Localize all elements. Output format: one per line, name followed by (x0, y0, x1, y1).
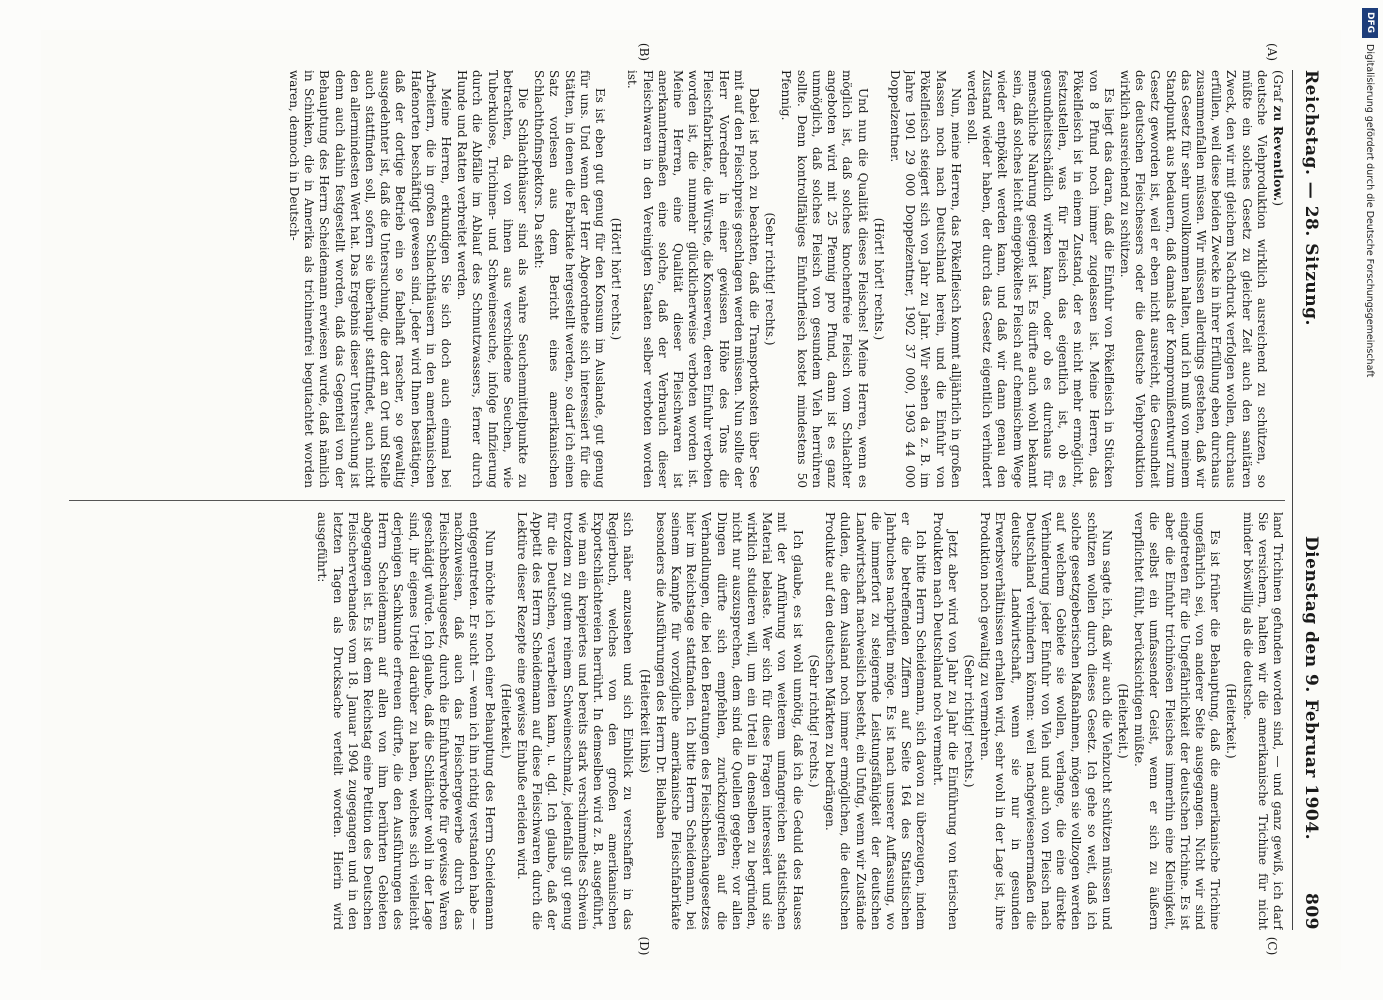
dfg-credit-strip (1361, 8, 1379, 988)
paragraph: Es ist früher die Behauptung, daß die amerikanische Trichine ungefährlich sei, von anderer Seite ausgegangen. Nicht wir sind eingetreten für die Ungefährlichkeit der deutschen Trichine. Es ist aber die Einfuhr trichinösen Fleisches immerhin eine Kleinigkeit, die selbst ein umfassender Geist, wenn er sich zu äußern verpflichtet fühlt, berücksichtigen müßte. (1132, 512, 1223, 930)
page-number: 809 (1301, 893, 1321, 930)
paragraph: sich näher anzusehen und sich Einblick zu verschaffen in das Regierbuch, welches von den großen amerikanischen Exportschlächtereien herrührt. In demselben wird z. B. ausgeführt, wie man ein krepiertes und bereits stark verschimmeltes Schwein trotzdem zu gutem reinem Schweineschmalz, jedenfalls gut genug für die Deutschen, verarbeiten kann, u. dgl. Ich glaube, daß der Appetit des Herrn Scheidemann auf diese Fleischwaren durch die Lektüre dieser Rezepte eine gewisse Einbuße erleiden wird. (515, 512, 636, 930)
speaker-line (1270, 70, 1285, 488)
margin-marker-c: (C) (1265, 936, 1279, 956)
paragraph: Nun sagte ich, daß wir auch die Viehzucht schützen müssen und schützen wollen durch dieses Gesetz. Ich gehe so weit, daß ich solche gesetzgeberischen Maßnahmen, mögen sie vollzogen werden auf welchem Gebiete sie wollen, verlange, die eine direkte Verhinderung jeder Einfuhr von Vieh und auch von Fleisch nach Deutschland verhindern können: weil nachgewiesenermaßen die deutsche Landwirtschaft, wenn sie nur in gesunden Erwerbsverhältnissen erhalten wird, sehr wohl in der Lage ist, ihre Produktion noch gewaltig zu vermehren. (978, 512, 1114, 930)
paragraph: Es ist eben gut genug für den Konsum im Auslande, gut genug für uns. Und wenn der Herr Abgeordnete sich interessiert für die Stätten, in denen die Fabrikate hergestellt werden, so darf ich einen Satz vorlesen aus dem Bericht eines amerikanischen Schlachthofinspektors. Da steht: (532, 70, 608, 488)
paragraph: Es liegt das daran, daß die Einfuhr von Pökelfleisch in Stücken von 8 Pfund noch immer zugelassen ist. Meine Herren, das Pökelfleisch ist in einem Zustand, der es nicht mehr ermöglicht, festzustellen, was für Fleisch das eigentlich ist, ob es gesundheitsschädlich wirken kann, oder ob es durchaus für menschliche Nahrung geeignet ist. Es dürfte auch wohl bekannt sein, daß solches leicht eingepökeltes Fleisch auf chemischem Wege wieder entpökelt werden kann, und daß wir dann genau den Zustand wieder haben, der durch das Gesetz eigentlich verhindert werden soll. (964, 70, 1116, 488)
paragraph: Ich glaube, es ist wohl unnötig, daß ich die Geduld des Hauses mit der Anführung von weiterem umfangreichen statistischen Material belaste. Wer sich für diese Fragen interessiert und sie wirklich studieren will, um ein Urteil in denselben zu begründen, nicht nur auszusprechen, dem sind die Quellen gegeben; vor allen Dingen dürfte sich empfehlen, zurückzugreifen auf die Verhandlungen, die bei den Beratungen des Fleischbeschaugesetzes hier im Reichstage stattfanden. Ich bitte Herrn Scheidemann, bei seinem Kampfe für vorzügliche amerikanische Fleischfabrikate besonders die Ausführungen des Herrn Dr. Bielhaben (653, 512, 805, 930)
digitization-credit: Digitalisierung gefördert durch die Deutsche Forschungsgemeinschaft (1364, 44, 1375, 378)
paragraph: Nun möchte ich noch einer Behauptung des Herrn Scheidemann entgegentreten. Er sucht — wenn ich ihn richtig verstanden habe — nachzuweisen, daß auch das Fleischergewerbe durch das Fleischbeschaugesetz, durch die Einfuhrverbote für gewisse Waren geschädigt würde. Ich glaube, daß die Schlächter wohl in der Lage sind, ihr eigenes Urteil darüber zu haben, welches sich vielleicht derjenigen Sachkunde erfreuen dürfte, die den Ausführungen des Herrn Scheidemann auf allen von ihm berührten Gebieten abgegangen ist. Es ist dem Reichstag eine Petition des Deutschen Fleischerverbandes vom 18. Januar 1904 zugegangen und in den letzten Tagen als Drucksache verteilt worden. Hierin wird ausgeführt: (315, 512, 497, 930)
header-rule (1292, 70, 1293, 930)
header-session: Reichstag. — 28. Sitzung. (1301, 70, 1321, 326)
speaker-prefix: (Graf (1271, 70, 1285, 102)
interjection: (Heiterkeit.) (498, 683, 513, 759)
paragraph: Und nun die Qualität dieses Fleisches! Meine Herren, wenn es möglich ist, daß solches knochenfreie Fleisch vom Schlachter angeboten wird mit 25 Pfennig pro Pfund, dann ist es ganz unmöglich, daß solches Fleisch von gesundem Vieh herrühren sollte. Denn kontrollfähiges Einfuhrfleisch kostet mindestens 50 Pfennig. (779, 70, 870, 488)
left-column (69, 70, 1285, 488)
paragraph: Dabei ist noch zu beachten, daß die Transportkosten über See mit auf den Fleischpreis geschlagen werden müssen. Nun sollte der Herr Vorredner in einer gewissen Höhe des Tons die Fleischfabrikate, die Würste, die Konserven, deren Einfuhr verboten worden ist, die nunmehr glücklicherweise verboten worden ist. Meine Herren, eine Qualität dieser Fleischwaren ist anerkanntermaßen eine solche, daß der Verbrauch dieser Fleischwaren in den Vereinigten Staaten selber verboten worden ist. (625, 70, 762, 488)
right-column (69, 512, 1285, 930)
quotation: Die Schlachthäuser sind als wahre Seuchenmittelpunkte zu betrachten, da von ihnen aus verschiedene Seuchen, wie Tuberkulose, Trichinen- und Schweineseuche, infolge Infizierung durch die Abfälle im Ablauf des Schmutzwassers, ferner durch Hunde und Ratten verbreitet werden. (455, 70, 531, 488)
margin-marker-b: (B) (637, 42, 651, 62)
dfg-logo: DFG (1362, 8, 1378, 38)
page-header (1297, 70, 1325, 930)
paragraph: Nun, meine Herren, das Pökelfleisch kommt alljährlich in großen Massen noch nach Deutschland herein, und die Einfuhr von Pökelfleisch steigert sich von Jahr zu Jahr. Wir sehen da z. B. im Jahre 1901 29 000 Doppelzentner, 1902 37 000, 1903 44 000 Doppelzentner. (887, 70, 963, 488)
paragraph: Jetzt aber wird von Jahr zu Jahr die Einführung von tierischen Produkten nach Deutschland noch vermehrt. (930, 512, 960, 930)
speaker-suffix: ) (1271, 201, 1285, 207)
interjection: (Sehr richtig! rechts.) (961, 654, 976, 788)
interjection: (Heiterkeit.) (1224, 683, 1239, 759)
interjection: (Heiterkeit links) (637, 668, 652, 774)
paragraph: Meine Herren, erkundigen Sie sich doch auch einmal bei Arbeitern, die in großen Schlachthäusern in den amerikanischen Hafenorten beschäftigt gewesen sind. Jeder wird Ihnen bestätigen, daß der dortige Betrieb ein so fabelhaft rascher, so gewaltig ausgedehnter ist, daß die Untersuchung, die dort an Ort und Stelle auch stattfinden soll, sofern sie überhaupt stattfindet, auch nicht den allermindesten Wert hat. Das Ergebnis dieser Untersuchung ist denn auch dahin festgestellt worden, daß das Gegenteil von der Behauptung des Herrn Scheidemann erwiesen wurde, daß nämlich in Schinken, die in Amerika als trichinenfrei begutachtet worden waren, dennoch in Deutsch- (287, 70, 454, 488)
rotated-document-page (41, 30, 1341, 970)
interjection: (Heiterkeit.) (1115, 683, 1130, 759)
paragraph: land Trichinen gefunden worden sind, — und ganz gewiß, ich darf Sie versichern, halten wir die amerikanische Trichine für nicht minder böswillig als die deutsche. (1240, 512, 1285, 930)
interjection: (Sehr richtig! rechts.) (763, 212, 778, 346)
paragraph: Ich bitte Herrn Scheidemann, sich davon zu überzeugen, indem er die betreffenden Ziffern auf Seite 164 des Statistischen Jahrbuches nachprüfen möge. Es ist nach unserer Auffassung, wo die immerfort zu steigernde Leistungsfähigkeit der deutschen Landwirtschaft nachweislich besteht, ein Unfug, wenn wir Zustände dulden, die dem Ausland noch immer ermöglichen, die deutschen Produkte auf den deutschen Märkten zu bedrängen. (823, 512, 929, 930)
header-date: Dienstag den 9. Februar 1904. (1301, 535, 1321, 840)
paragraph: deutsche Viehproduktion wirklich ausreichend zu schützen, so müßte ein solches Gesetz zu gleicher Zeit auch den sanitären Zweck, den wir mit gleichem Nachdruck verfolgen wollen, durchaus erfüllen, weil diese beiden Zwecke in ihrer Erfüllung eben durchaus zusammenfallen müssen. Wir müssen allerdings gestehen, daß wir das Gesetz für sehr unvollkommen halten, und ich muß von meinem Standpunkt aus bedauern, daß damals der Kompromißentwurf zum Gesetz geworden ist, weil er eben nicht ausreicht, die Gesundheit des deutschen Fleischessers oder die deutsche Viehproduktion wirklich ausreichend zu schützen. (1117, 70, 1269, 488)
column-divider (69, 500, 1285, 501)
interjection: (Sehr richtig! rechts.) (806, 654, 821, 788)
margin-marker-a: (A) (1265, 42, 1279, 62)
margin-marker-d: (D) (637, 936, 651, 956)
interjection: (Hört! hört! rechts.) (609, 217, 624, 341)
speaker-name: zu Reventlow. (1271, 105, 1285, 202)
interjection: (Hört! hört! rechts.) (871, 217, 886, 341)
